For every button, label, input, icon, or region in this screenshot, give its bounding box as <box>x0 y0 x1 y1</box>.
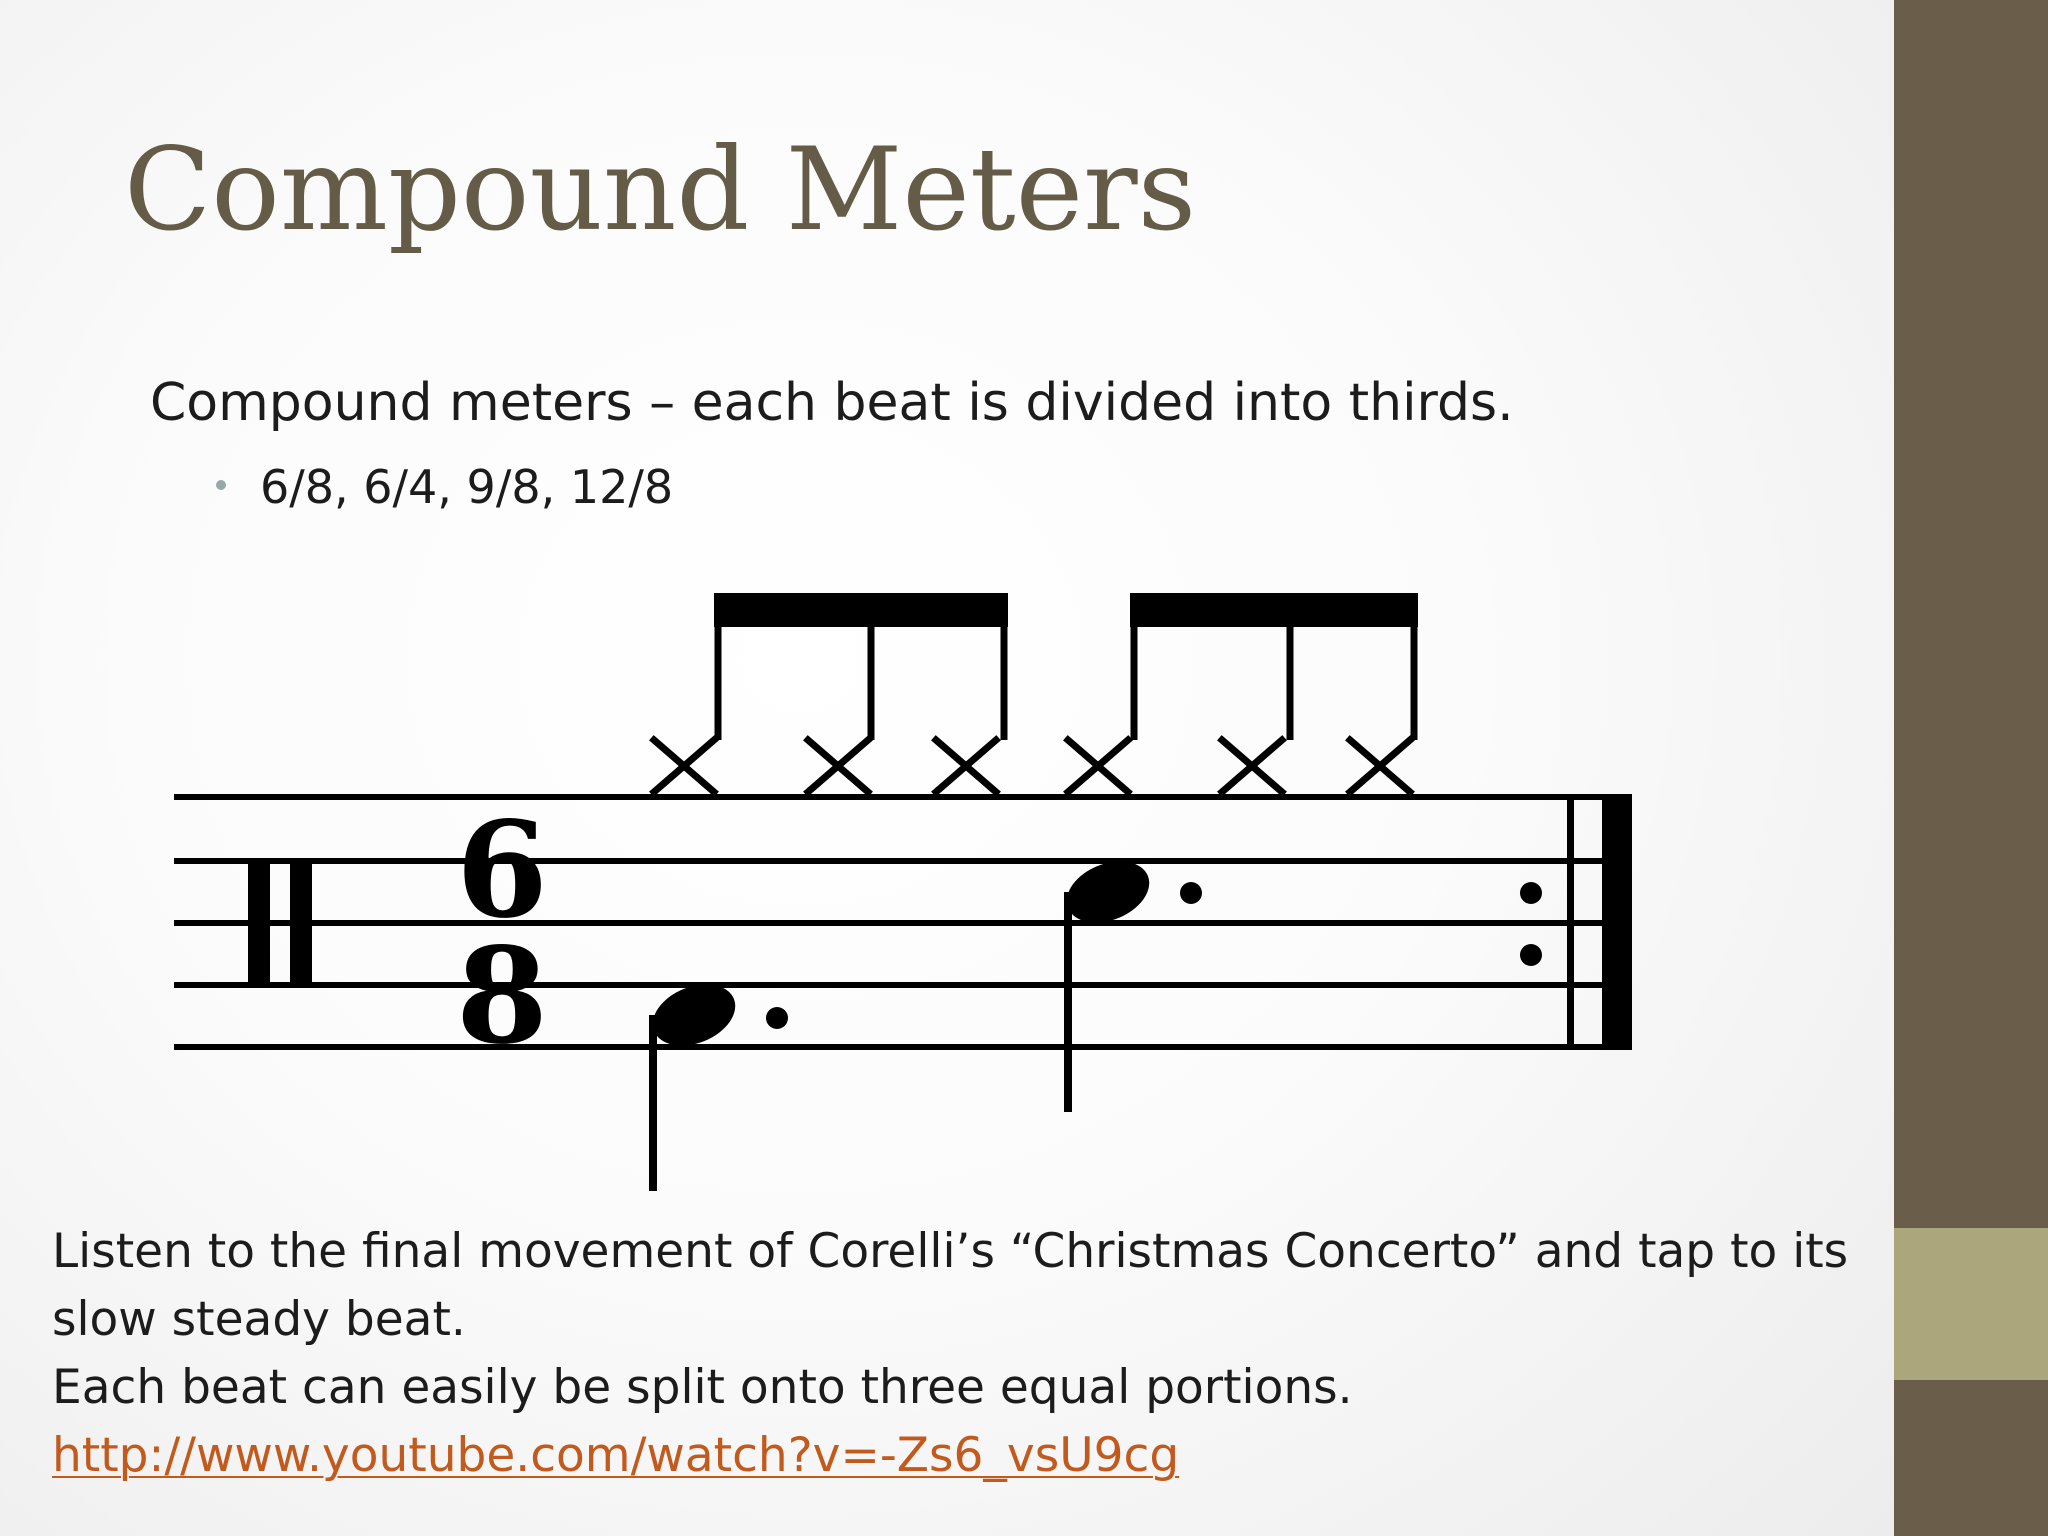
youtube-link[interactable]: http://www.youtube.com/watch?v=-Zs6_vsU9cg <box>52 1428 1180 1483</box>
augmentation-dot-icon <box>1180 882 1202 904</box>
x-notehead-icon <box>654 740 714 792</box>
lead-text: Compound meters – each beat is divided into thirds. <box>150 373 1514 433</box>
body-line: Each beat can easily be split onto three equal portions. <box>52 1360 1353 1415</box>
note-stem-down <box>1064 892 1072 1112</box>
time-signature <box>456 793 548 1074</box>
bass-drum-note <box>644 973 788 1191</box>
x-notehead-icon <box>1068 740 1128 792</box>
x-notehead-icon <box>1350 740 1410 792</box>
bullet-text: 6/8, 6/4, 9/8, 12/8 <box>260 460 674 514</box>
x-notehead-icon <box>808 740 868 792</box>
x-notehead-icon <box>1222 740 1282 792</box>
x-notehead-icon <box>936 740 996 792</box>
body-text <box>52 1218 1872 1490</box>
time-signature-denominator: 8 <box>456 919 548 1074</box>
beam-group-1 <box>714 593 1008 627</box>
note-stem-down <box>649 1015 657 1191</box>
time-signature-numerator: 6 <box>456 793 548 948</box>
body-line: slow steady beat. <box>52 1292 466 1347</box>
body-line: Listen to the final movement of Corelli’s “Christmas Concerto” and tap to its <box>52 1224 1849 1279</box>
augmentation-dot-icon <box>766 1007 788 1029</box>
x-noteheads <box>654 740 1410 792</box>
snare-drum-note <box>1058 850 1202 1112</box>
beam-group-2 <box>1130 593 1418 627</box>
sidebar-accent-block <box>1894 1228 2048 1380</box>
staff-lines <box>174 797 1632 1047</box>
beams <box>714 593 1418 627</box>
slide-title: Compound Meters <box>124 123 1197 256</box>
